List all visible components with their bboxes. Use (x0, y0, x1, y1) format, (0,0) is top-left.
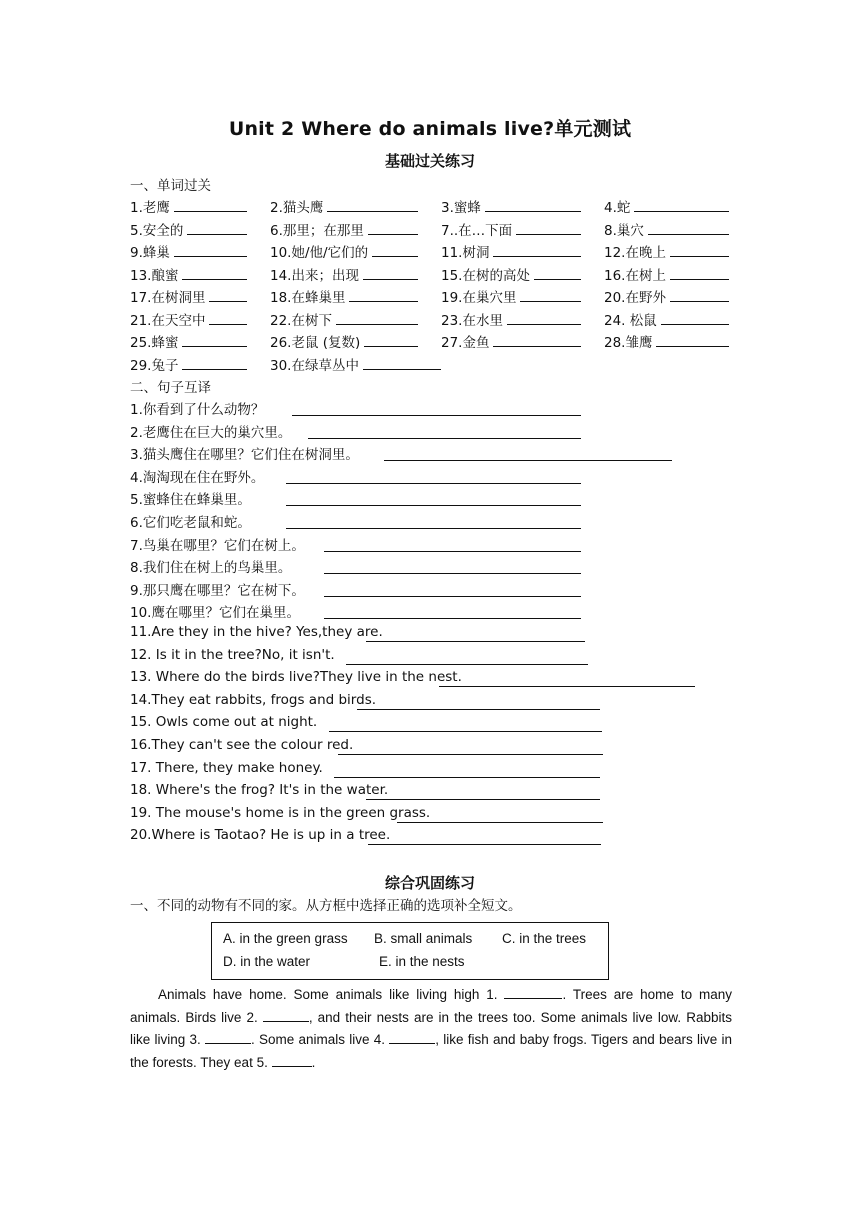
vocab-label: 10.她/他/它们的 (270, 245, 369, 261)
vocab-label: 5.安全的 (130, 222, 184, 239)
vocab-label: 22.在树下 (270, 312, 332, 329)
vocab-item (441, 196, 581, 216)
vocab-item (441, 264, 581, 284)
sentence-item: 3.猫头鹰住在哪里？它们住在树洞里。 (130, 447, 359, 464)
cloze-instruction: 一、不同的动物有不同的家。从方框中选择正确的选项补全短文。 (130, 898, 522, 914)
answer-blank[interactable] (507, 310, 581, 325)
answer-blank[interactable] (336, 310, 418, 325)
answer-blank[interactable] (485, 197, 581, 212)
answer-blank[interactable] (493, 242, 581, 257)
sentence-item: 16.They can't see the colour red. (130, 737, 354, 753)
answer-blank[interactable] (493, 332, 581, 347)
vocab-item (130, 264, 247, 284)
vocab-label: 29.兔子 (130, 357, 179, 374)
answer-blank[interactable] (648, 220, 729, 235)
answer-blank[interactable] (187, 220, 247, 235)
vocab-item (604, 241, 729, 261)
option-b: B. small animals (374, 931, 473, 946)
vocab-label: 27.金鱼 (441, 335, 490, 351)
answer-blank[interactable] (364, 332, 418, 347)
passage-text: , like fish and baby frogs. Tigers and bears live in the forests. They eat 5. (130, 1032, 732, 1070)
vocab-item (130, 309, 247, 329)
vocab-label: 21.在天空中 (130, 312, 206, 329)
answer-blank[interactable] (174, 242, 247, 257)
vocab-item (270, 309, 418, 329)
passage-text: . Some animals live 4. (251, 1032, 390, 1047)
vocab-label: 25.蜂蜜 (130, 335, 179, 351)
vocab-label: 24. 松鼠 (604, 312, 657, 329)
vocab-label: 14.出来；出现 (270, 267, 359, 284)
vocab-label: 1.老鹰 (130, 200, 170, 216)
answer-line[interactable] (308, 438, 581, 439)
sentence-item: 15. Owls come out at night. (130, 714, 318, 731)
answer-blank[interactable] (174, 197, 247, 212)
vocab-item (130, 241, 247, 261)
vocab-heading: 一、单词过关 (130, 178, 211, 194)
option-c: C. in the trees (502, 931, 587, 946)
answer-blank[interactable] (209, 287, 247, 302)
sentence-item: 18. Where's the frog? It's in the water. (130, 782, 389, 799)
vocab-item (130, 331, 247, 351)
sentence-item: 8.我们住在树上的鸟巢里。 (130, 560, 292, 577)
sentence-item: 2.老鹰住在巨大的巢穴里。 (130, 424, 292, 441)
vocab-label: 20.在野外 (604, 290, 666, 306)
cloze-passage (130, 984, 732, 1074)
vocab-label: 13.酿蜜 (130, 267, 179, 284)
option-d: D. in the water (223, 954, 311, 969)
sentence-item: 12. Is it in the tree?No, it isn't. (130, 646, 335, 663)
answer-line[interactable] (324, 596, 581, 597)
answer-blank[interactable] (670, 287, 729, 302)
answer-blank[interactable] (634, 197, 729, 212)
vocab-item (604, 219, 729, 239)
answer-blank-2[interactable] (263, 1009, 309, 1022)
vocab-label: 15.在树的高处 (441, 267, 530, 284)
vocab-label: 3.蜜蜂 (441, 200, 481, 216)
page-title: Unit 2 Where do animals live?单元测试 (228, 118, 632, 140)
option-a: A. in the green grass (223, 931, 348, 946)
vocab-label: 23.在水里 (441, 312, 503, 329)
sentence-heading: 二、句子互译 (130, 380, 211, 396)
vocab-label: 28.雏鹰 (604, 335, 653, 351)
sentence-item: 14.They eat rabbits, frogs and birds. (130, 691, 377, 708)
sentence-item: 20.Where is Taotao? He is up in a tree. (130, 827, 391, 844)
vocab-item (441, 286, 581, 306)
answer-blank[interactable] (363, 265, 418, 280)
vocab-item (130, 196, 247, 216)
vocab-label: 8.巢穴 (604, 222, 644, 239)
answer-blank[interactable] (534, 265, 581, 280)
sentence-item: 4.淘淘现在住在野外。 (130, 469, 265, 486)
answer-blank[interactable] (349, 287, 418, 302)
vocab-label: 11.树洞 (441, 245, 490, 261)
answer-blank[interactable] (670, 242, 729, 257)
sentence-item: 11.Are they in the hive? Yes,they are. (130, 624, 383, 640)
answer-line[interactable] (324, 551, 581, 552)
answer-line[interactable] (286, 528, 581, 529)
answer-blank[interactable] (368, 220, 418, 235)
answer-blank[interactable] (182, 355, 247, 370)
vocab-item (441, 219, 581, 239)
vocab-item (441, 241, 581, 261)
vocab-row (0, 264, 860, 286)
answer-blank[interactable] (182, 332, 247, 347)
vocab-item (270, 241, 418, 261)
answer-line[interactable] (334, 777, 600, 778)
answer-line[interactable] (384, 460, 672, 461)
vocab-row (0, 241, 860, 263)
vocab-item (270, 196, 418, 216)
vocab-item (604, 309, 729, 329)
answer-line[interactable] (286, 483, 581, 484)
vocab-row (0, 309, 860, 331)
vocab-label: 26.老鼠 (复数) (270, 335, 361, 351)
answer-blank[interactable] (516, 220, 581, 235)
option-e: E. in the nests (379, 954, 465, 969)
vocab-item (441, 331, 581, 351)
answer-line[interactable] (329, 731, 602, 732)
part1-heading: 基础过关练习 (384, 152, 475, 170)
vocab-label: 12.在晚上 (604, 245, 666, 261)
vocab-row (0, 219, 860, 241)
answer-line[interactable] (292, 415, 581, 416)
answer-line[interactable] (366, 799, 600, 800)
answer-line[interactable] (357, 709, 600, 710)
sentence-item: 10.鹰在哪里？它们在巢里。 (130, 605, 300, 622)
answer-line[interactable] (324, 618, 581, 619)
sentence-item: 7.鸟巢在哪里？它们在树上。 (130, 537, 305, 554)
vocab-label: 6.那里；在那里 (270, 222, 364, 239)
sentence-item: 19. The mouse's home is in the green grass. (130, 804, 431, 821)
vocab-label: 30.在绿草丛中 (270, 357, 359, 374)
vocab-row (0, 354, 860, 376)
answer-line[interactable] (368, 844, 601, 845)
passage-text: , and their nests are in the trees too. Some animals live low. Rabbits like living 3. (130, 1009, 732, 1047)
passage-text: . (311, 1054, 316, 1070)
vocab-label: 18.在蜂巢里 (270, 290, 346, 306)
vocab-item (270, 264, 418, 284)
vocab-label: 9.蜂巢 (130, 245, 170, 261)
vocab-label: 7..在…下面 (441, 222, 513, 239)
answer-line[interactable] (366, 641, 585, 642)
sentence-item: 6.它们吃老鼠和蛇。 (130, 515, 251, 531)
vocab-label: 4.蛇 (604, 200, 631, 216)
answer-blank[interactable] (670, 265, 729, 280)
vocab-row (0, 196, 860, 218)
vocab-item (270, 354, 441, 374)
vocab-item (604, 331, 729, 351)
answer-blank[interactable] (520, 287, 581, 302)
vocab-item (270, 286, 418, 306)
vocab-item (441, 309, 581, 329)
vocab-label: 19.在巢穴里 (441, 290, 517, 306)
vocab-item (604, 264, 729, 284)
vocab-item (604, 196, 729, 216)
sentence-item: 5.蜜蜂住在蜂巢里。 (130, 492, 251, 509)
answer-blank[interactable] (372, 242, 418, 257)
sentence-item: 9.那只鹰在哪里？它在树下。 (130, 582, 305, 599)
answer-line[interactable] (346, 664, 588, 665)
answer-blank[interactable] (209, 310, 247, 325)
vocab-item (604, 286, 729, 306)
answer-blank-3[interactable] (205, 1031, 251, 1044)
answer-blank-5[interactable] (272, 1054, 312, 1067)
answer-line[interactable] (439, 686, 695, 687)
sentence-item: 1.你看到了什么动物？ (130, 402, 265, 418)
vocab-label: 16.在树上 (604, 267, 666, 284)
answer-blank-4[interactable] (389, 1031, 435, 1044)
vocab-item (130, 286, 247, 306)
vocab-label: 2.猫头鹰 (270, 200, 324, 216)
vocab-item (270, 219, 418, 239)
vocab-item (130, 354, 247, 374)
options-box (211, 922, 609, 980)
answer-line[interactable] (324, 573, 581, 574)
answer-blank-1[interactable] (504, 986, 562, 999)
vocab-label: 17.在树洞里 (130, 290, 206, 306)
vocab-item (130, 219, 247, 239)
answer-blank[interactable] (363, 355, 441, 370)
answer-line[interactable] (338, 754, 603, 755)
answer-line[interactable] (397, 822, 603, 823)
sentence-item: 17. There, they make honey. (130, 759, 323, 776)
passage-text: . Trees are home to many animals. Birds live 2. (130, 987, 732, 1025)
vocab-row (0, 331, 860, 353)
answer-blank[interactable] (656, 332, 729, 347)
answer-blank[interactable] (327, 197, 418, 212)
answer-blank[interactable] (661, 310, 729, 325)
vocab-item (270, 331, 418, 351)
answer-line[interactable] (286, 505, 581, 506)
part2-heading: 综合巩固练习 (384, 874, 475, 892)
sentence-item: 13. Where do the birds live?They live in the nest. (130, 669, 462, 686)
answer-blank[interactable] (182, 265, 247, 280)
passage-text: Animals have home. Some animals like living high 1. (158, 987, 505, 1002)
vocab-row (0, 286, 860, 308)
